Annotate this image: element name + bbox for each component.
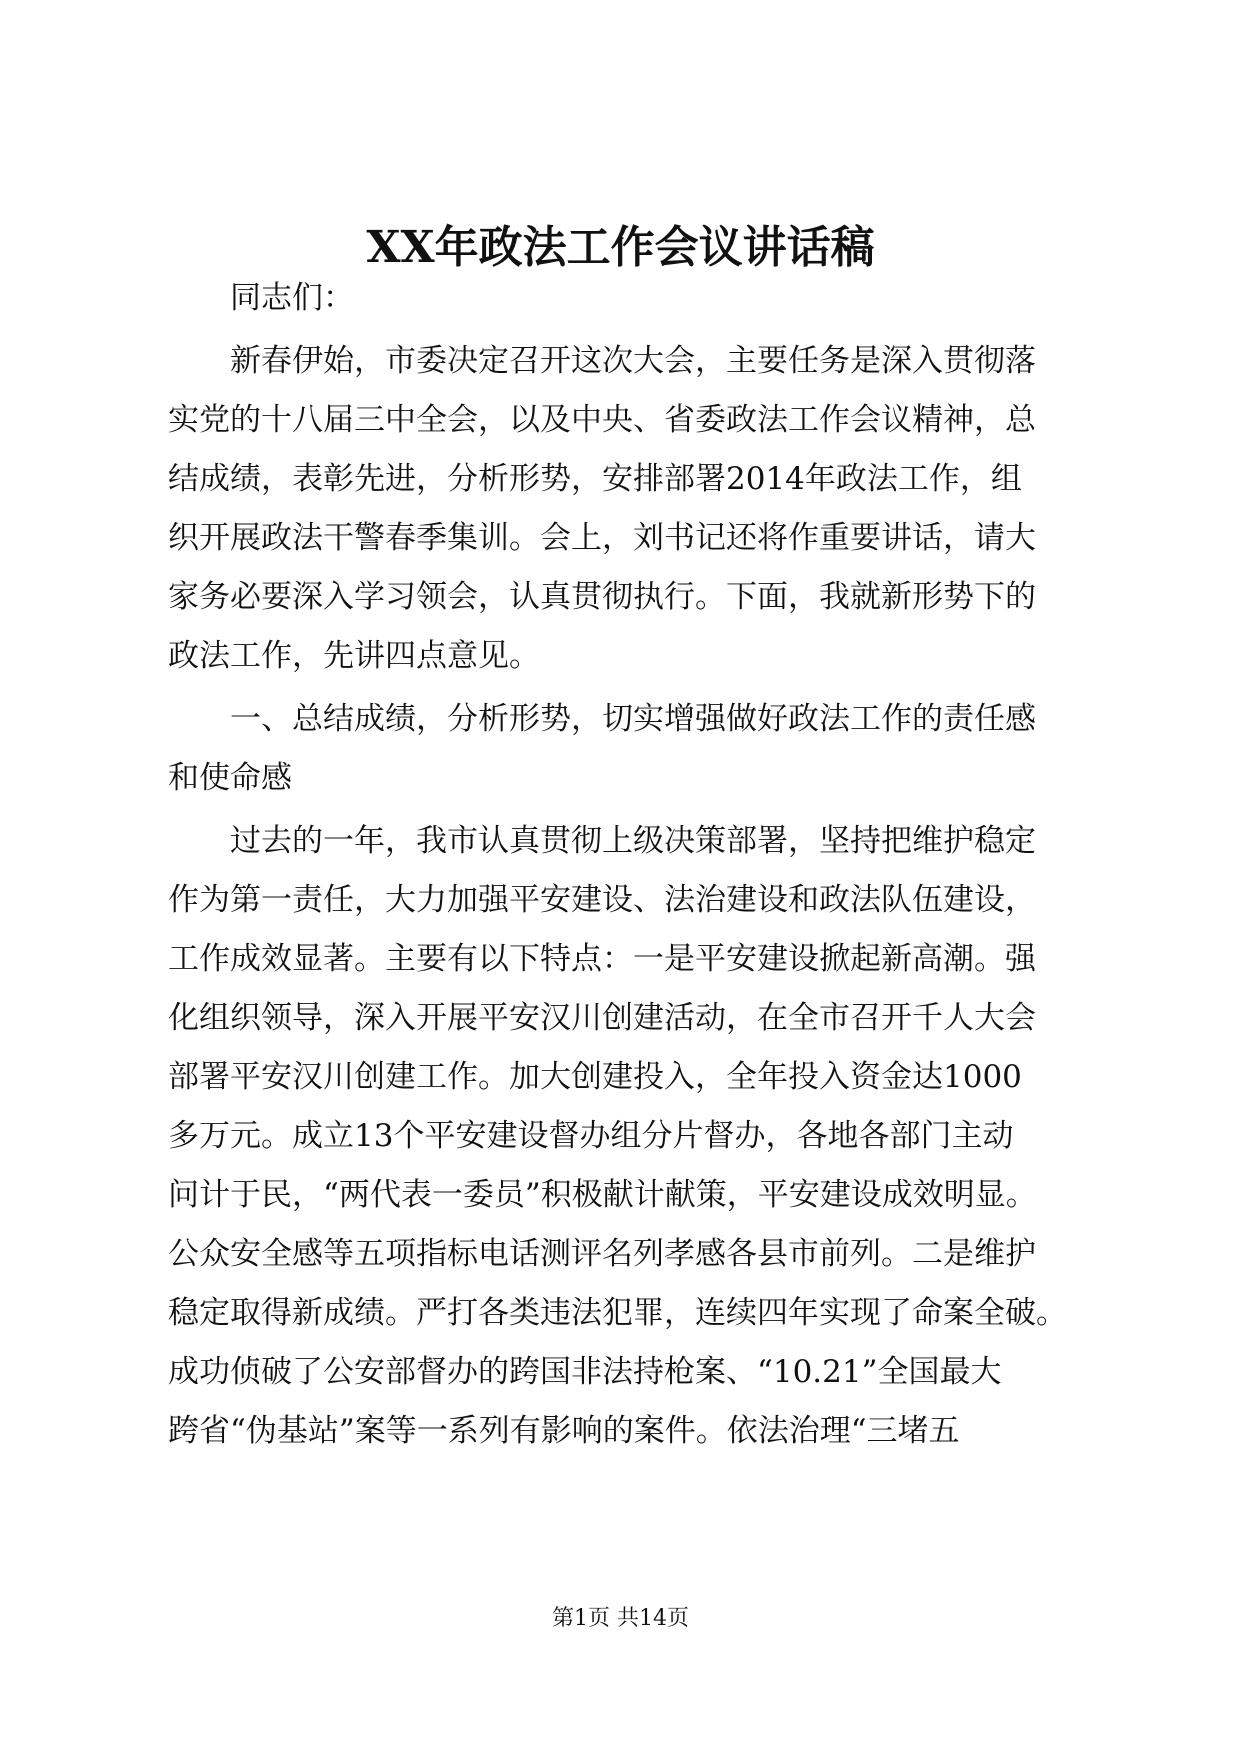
section-heading-line: 一、总结成绩，分析形势，切实增强做好政法工作的责任感 [230,701,1036,737]
page-number-footer: 第1页 共14页 [552,1606,689,1631]
section-heading-line: 和使命感 [168,760,292,796]
body-line: 跨省“伪基站”案等一系列有影响的案件。依法治理“三堵五 [168,1413,960,1449]
body-line: 工作成效显著。主要有以下特点：一是平安建设掀起新高潮。强 [168,941,1036,977]
body-line: 稳定取得新成绩。严打各类违法犯罪，连续四年实现了命案全破。 [168,1295,1067,1331]
salutation-line: 同志们： [230,280,354,316]
body-line: 问计于民，“两代表一委员”积极献计献策，平安建设成效明显。 [168,1177,1037,1213]
body-line: 过去的一年，我市认真贯彻上级决策部署，坚持把维护稳定 [230,823,1036,859]
body-line: 部署平安汉川创建工作。加大创建投入，全年投入资金达1000 [168,1059,1022,1095]
body-line: 政法工作，先讲四点意见。 [168,638,540,674]
body-line: 化组织领导，深入开展平安汉川创建活动，在全市召开千人大会 [168,1000,1036,1036]
body-line: 家务必要深入学习领会，认真贯彻执行。下面，我就新形势下的 [168,579,1036,615]
body-line: 织开展政法干警春季集训。会上，刘书记还将作重要讲话，请大 [168,520,1036,556]
body-line: 多万元。成立13个平安建设督办组分片督办，各地各部门主动 [168,1118,1014,1154]
body-line: 成功侦破了公安部督办的跨国非法持枪案、“10.21”全国最大 [168,1354,1002,1390]
document-title: XX年政法工作会议讲话稿 [366,222,875,273]
body-line: 新春伊始，市委决定召开这次大会，主要任务是深入贯彻落 [230,343,1036,379]
body-line: 结成绩，表彰先进，分析形势，安排部署2014年政法工作，组 [168,461,1022,497]
body-line: 公众安全感等五项指标电话测评名列孝感各县市前列。二是维护 [168,1236,1036,1272]
body-line: 作为第一责任，大力加强平安建设、法治建设和政法队伍建设， [168,882,1036,918]
body-line: 实党的十八届三中全会，以及中央、省委政法工作会议精神，总 [168,402,1036,438]
